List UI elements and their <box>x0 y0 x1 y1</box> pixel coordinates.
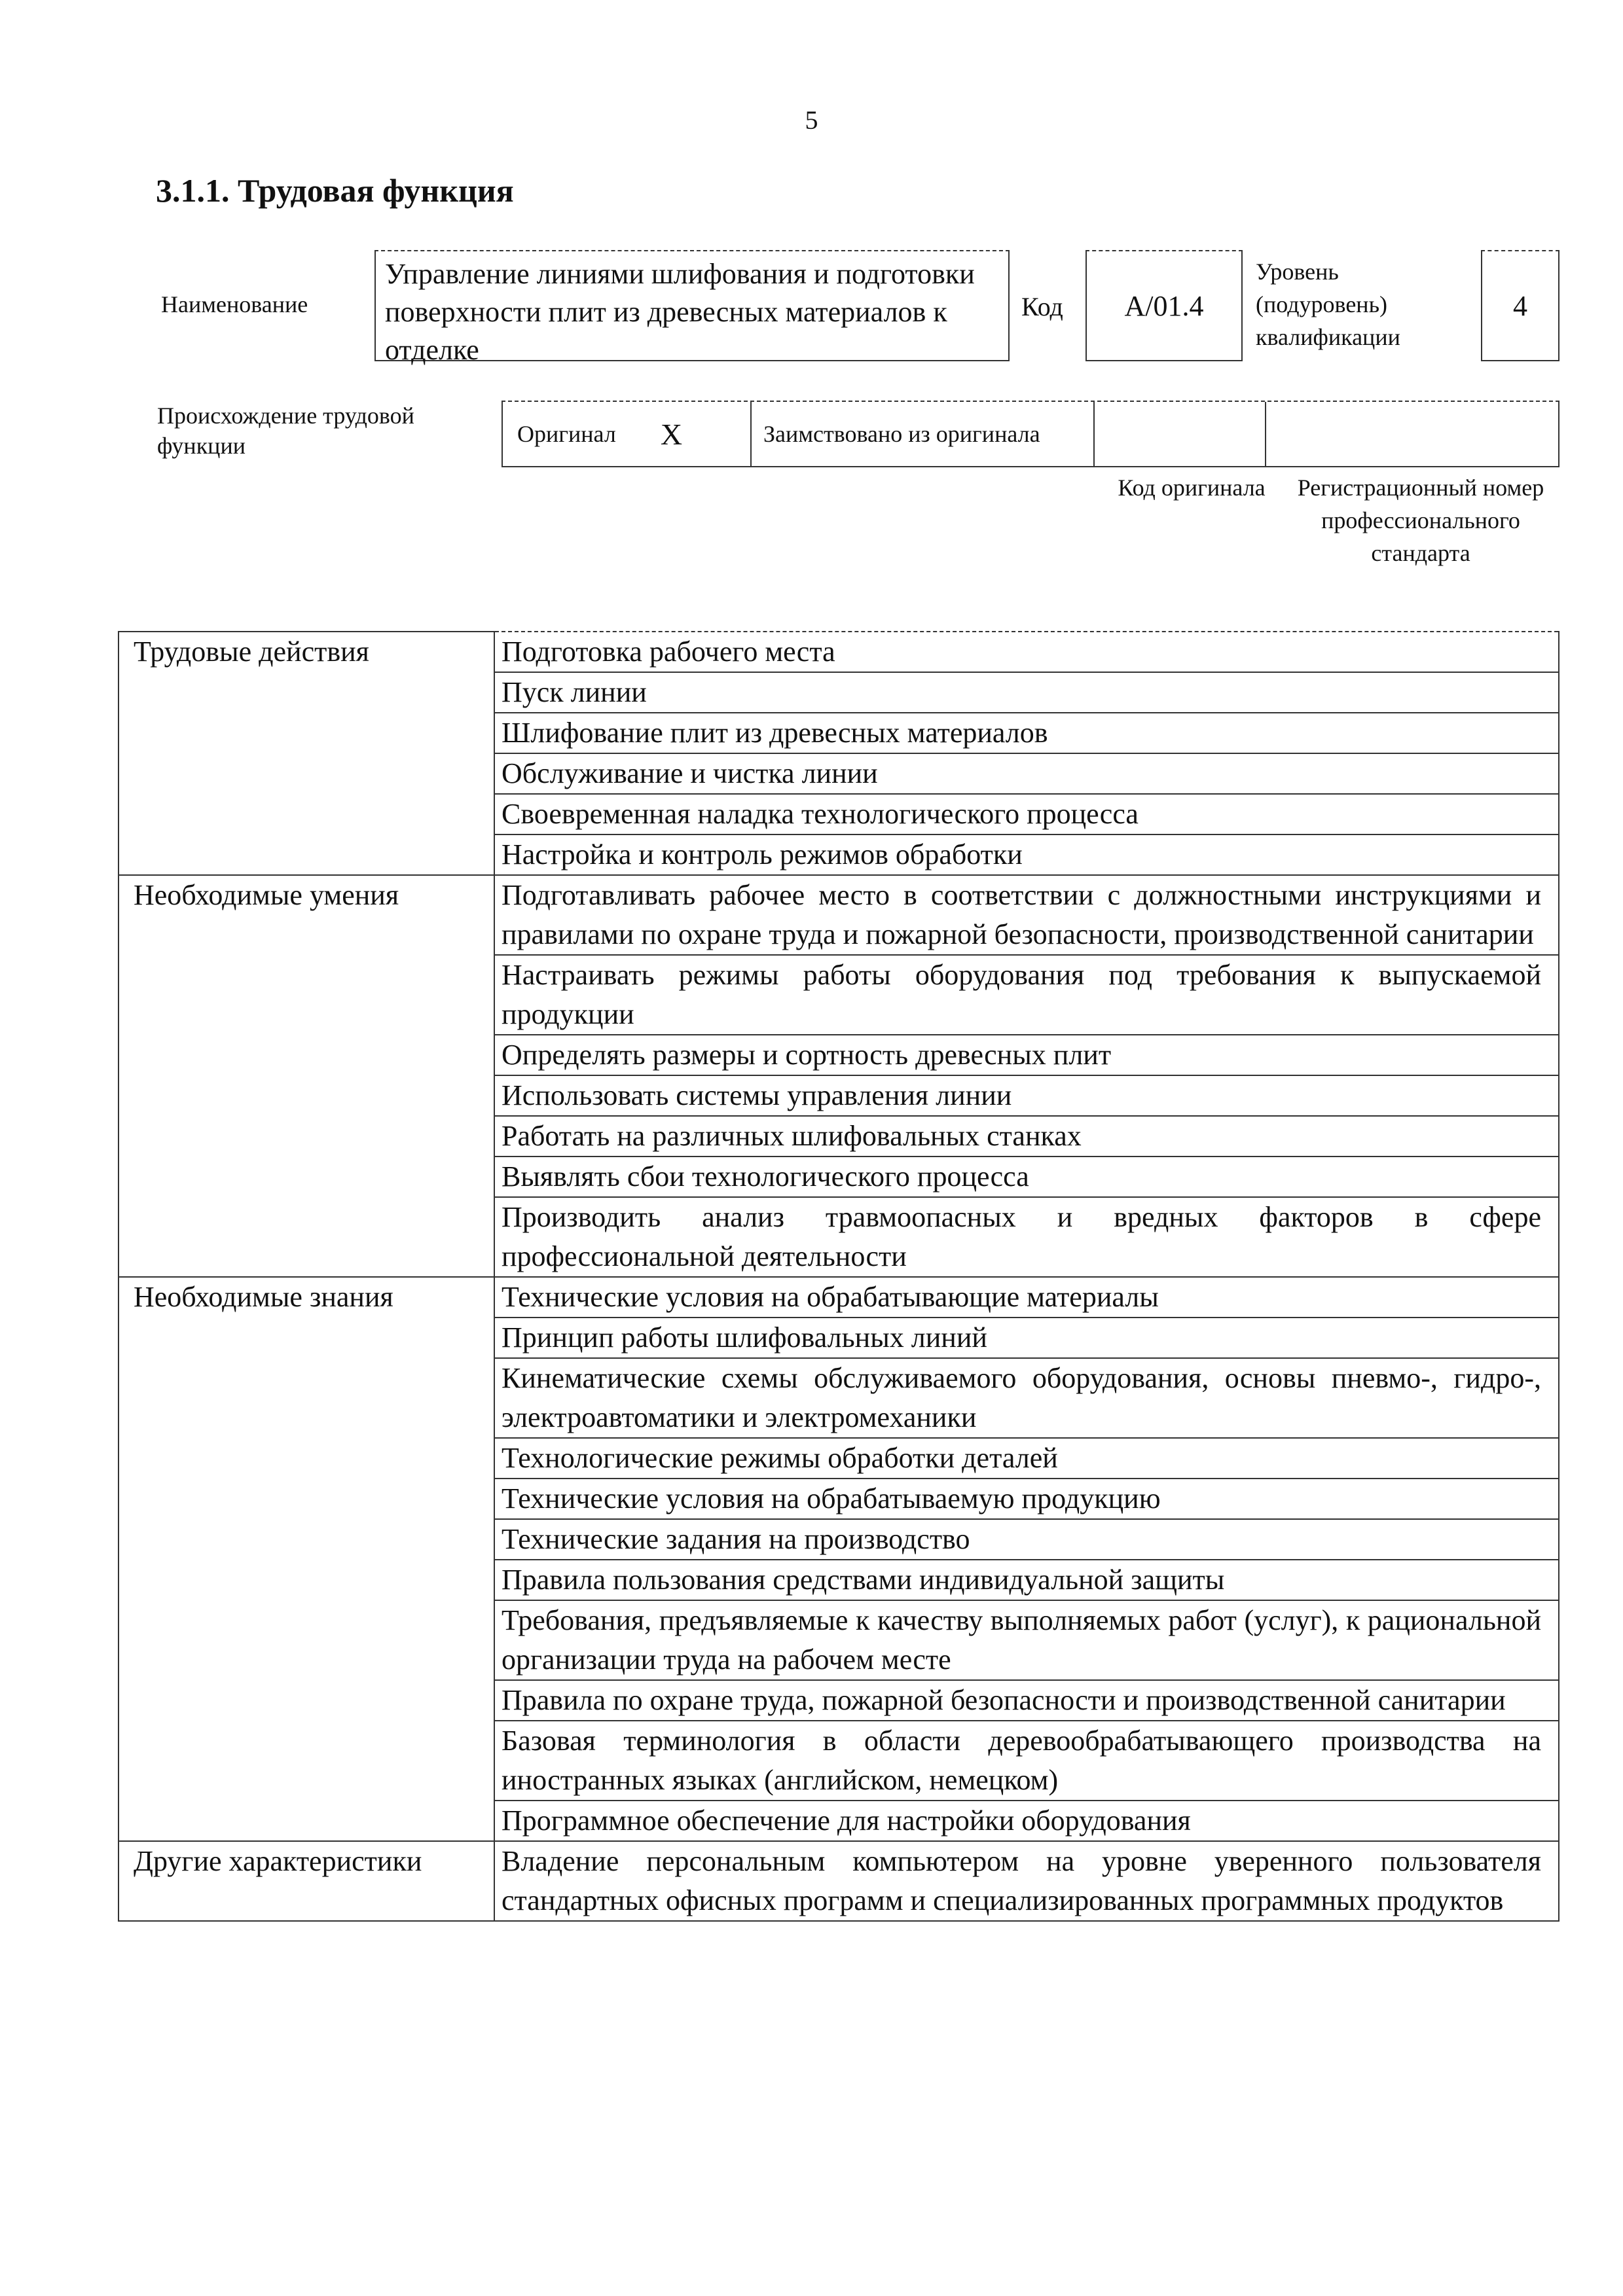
section-item: Работать на различных шлифовальных станках <box>494 1116 1559 1157</box>
origin-borrowed-cell: Заимствовано из оригинала <box>752 402 1095 466</box>
level-label-line-2: (подуровень) <box>1256 291 1387 317</box>
origin-row <box>501 401 1559 467</box>
section-item: Определять размеры и сортность древесных плит <box>494 1035 1559 1075</box>
section-title: 3.1.1. Трудовая функция <box>156 172 514 209</box>
origin-reg-cell <box>1266 402 1558 466</box>
section-item: Подготавливать рабочее место в соответствии с должностными инструкциями и правилами по охране труда и пожарной безопасности, производственной санитарии <box>494 875 1559 955</box>
code-label: Код <box>1021 292 1063 321</box>
section-item: Правила пользования средствами индивидуальной защиты <box>494 1560 1559 1600</box>
table-row <box>119 1277 1559 1318</box>
section-category: Трудовые действия <box>119 632 494 875</box>
section-item: Подготовка рабочего места <box>494 632 1559 672</box>
section-item: Правила по охране труда, пожарной безопасности и производственной санитарии <box>494 1680 1559 1721</box>
table-row <box>119 1841 1559 1921</box>
section-category: Другие характеристики <box>119 1841 494 1921</box>
level-value: 4 <box>1481 250 1559 361</box>
level-label <box>1256 255 1400 353</box>
section-item: Базовая терминология в области деревообрабатывающего производства на иностранных языках (английском, немецком) <box>494 1721 1559 1801</box>
section-item: Программное обеспечение для настройки оборудования <box>494 1801 1559 1841</box>
section-item: Технические условия на обрабатывающие материалы <box>494 1277 1559 1318</box>
table-row <box>119 632 1559 672</box>
section-item: Выявлять сбои технологического процесса <box>494 1157 1559 1197</box>
origin-original-mark: X <box>660 417 683 451</box>
level-label-line-1: Уровень <box>1256 259 1339 285</box>
name-value: Управление линиями шлифования и подготовки поверхности плит из древесных материалов к отделке <box>374 250 1010 361</box>
level-label-line-3: квалификации <box>1256 324 1400 350</box>
section-item: Настраивать режимы работы оборудования под требования к выпускаемой продукции <box>494 955 1559 1035</box>
section-item: Владение персональным компьютером на уровне уверенного пользователя стандартных офисных программ и специализированных программных продуктов <box>494 1841 1559 1921</box>
section-item: Шлифование плит из древесных материалов <box>494 713 1559 753</box>
section-item: Обслуживание и чистка линии <box>494 753 1559 794</box>
origin-code-cell <box>1095 402 1266 466</box>
section-category: Необходимые умения <box>119 875 494 1277</box>
section-item: Использовать системы управления линии <box>494 1075 1559 1116</box>
section-item: Принцип работы шлифовальных линий <box>494 1318 1559 1358</box>
section-item: Пуск линии <box>494 672 1559 713</box>
section-item: Производить анализ травмоопасных и вредных факторов в сфере профессиональной деятельности <box>494 1197 1559 1277</box>
origin-original-label: Оригинал <box>517 421 616 447</box>
section-item: Своевременная наладка технологического процесса <box>494 794 1559 834</box>
name-label: Наименование <box>161 291 308 317</box>
section-item: Технические условия на обрабатываемую продукцию <box>494 1479 1559 1519</box>
section-item: Технические задания на производство <box>494 1519 1559 1560</box>
section-item: Настройка и контроль режимов обработки <box>494 834 1559 875</box>
code-original-caption: Код оригинала <box>1118 475 1266 501</box>
origin-label: Происхождение трудовой функции <box>157 403 414 459</box>
section-item: Кинематические схемы обслуживаемого оборудования, основы пневмо-, гидро-, электроавтоматики и электромеханики <box>494 1358 1559 1438</box>
section-item: Требования, предъявляемые к качеству выполняемых работ (услуг), к рациональной организации труда на рабочем месте <box>494 1600 1559 1680</box>
reg-number-caption: Регистрационный номер профессионального стандарта <box>1297 475 1544 566</box>
section-category: Необходимые знания <box>119 1277 494 1841</box>
section-item: Технологические режимы обработки деталей <box>494 1438 1559 1479</box>
page-number: 5 <box>805 105 818 135</box>
table-row <box>119 875 1559 955</box>
code-value: А/01.4 <box>1085 250 1243 361</box>
origin-original-cell <box>503 402 752 466</box>
function-table <box>118 631 1559 1922</box>
